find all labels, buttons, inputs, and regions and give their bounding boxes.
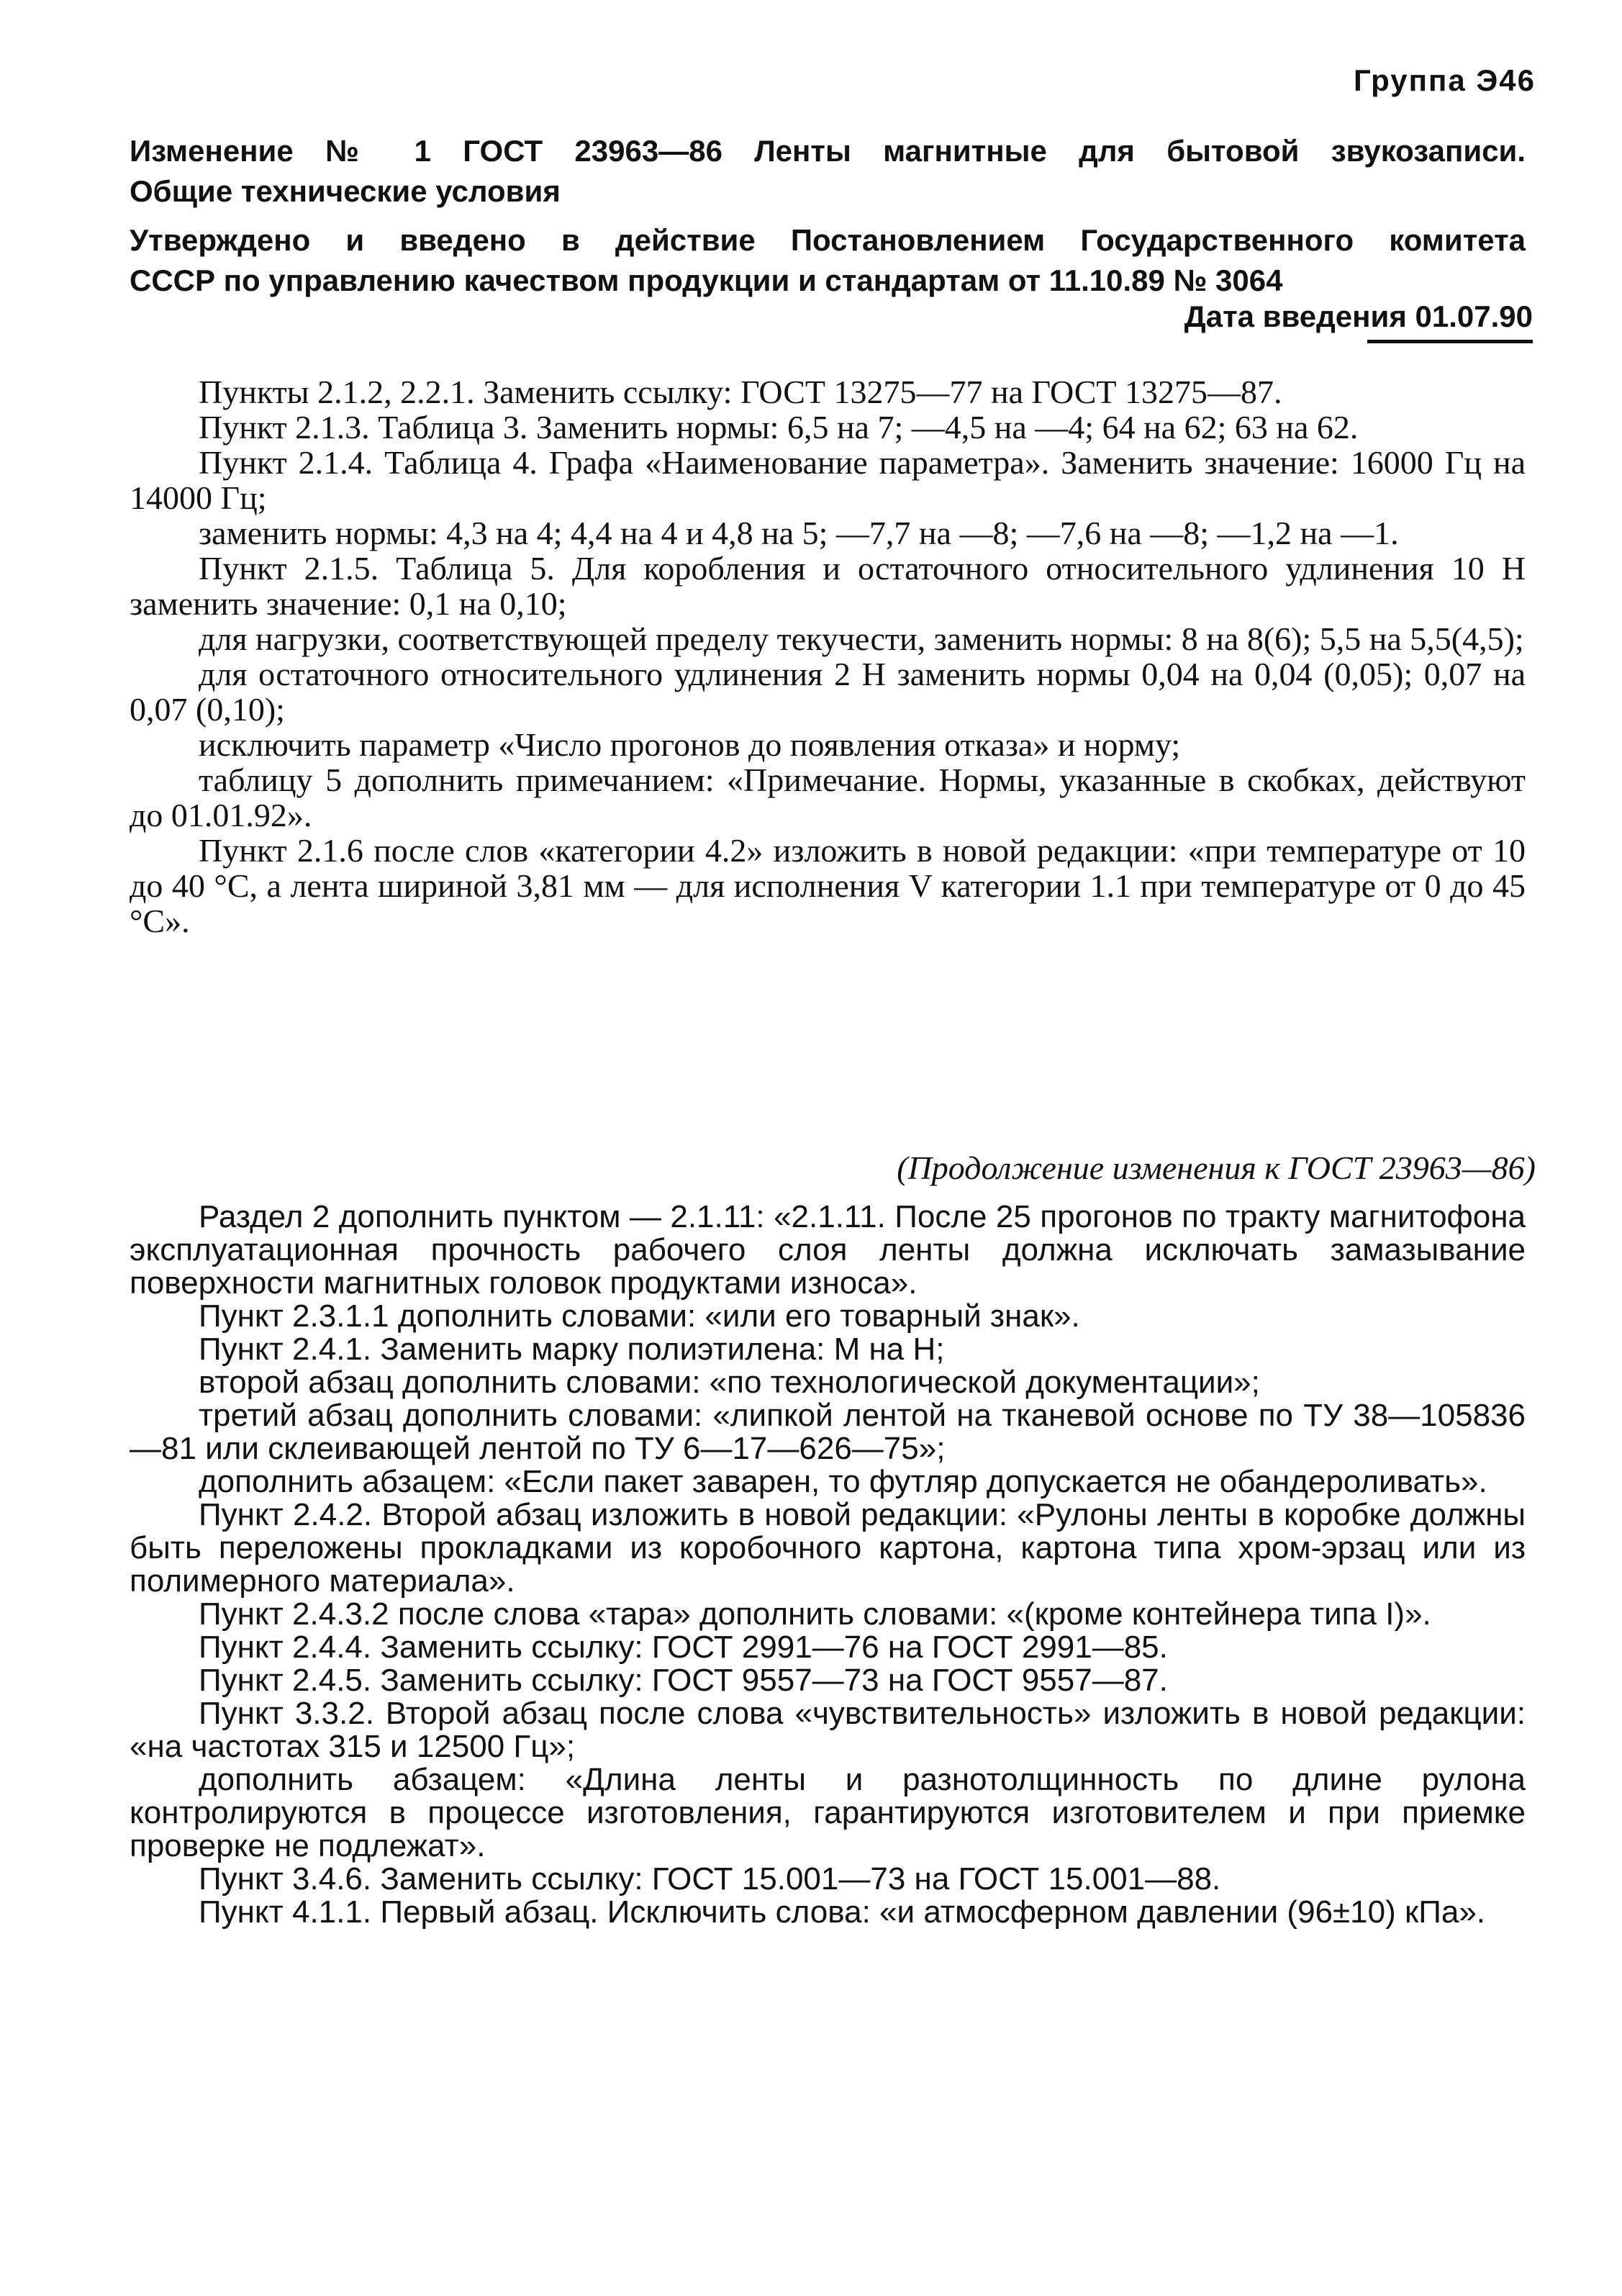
paragraph: дополнить абзацем: «Если пакет заварен, то футляр допускается не обандероливать». <box>199 1464 1487 1499</box>
effective-date-text: Дата введения 01.07.90 <box>1184 299 1533 333</box>
paragraph: Пункт 2.1.5. Таблица 5. Для коробления и остаточного относительного удлинения 10 Н заменить значение: 0,1 на 0,10; <box>130 550 1526 622</box>
paragraph: Пункт 2.4.4. Заменить ссылку: ГОСТ 2991—76 на ГОСТ 2991—85. <box>199 1630 1168 1665</box>
title-line-1: Изменение № 1 ГОСТ 23963—86 Ленты магнитные для бытовой звукозаписи. <box>130 134 1526 168</box>
paragraph: дополнить абзацем: «Длина ленты и разнотолщинность по длине рулона контролируются в процессе изготовления, гарантируются изготовителем и при приемке проверке не подлежат». <box>130 1762 1526 1863</box>
amendment-part-1 <box>130 374 1526 939</box>
paragraph: Пункт 4.1.1. Первый абзац. Исключить слова: «и атмосферном давлении (96±10) кПа». <box>199 1894 1486 1930</box>
title-line-2: Общие технические условия <box>130 174 561 208</box>
paragraph: второй абзац дополнить словами: «по технологической документации»; <box>199 1365 1260 1400</box>
amendment-part-2 <box>130 1201 1526 1929</box>
approval-line-1: Утверждено и введено в действие Постановлением Государственного комитета <box>130 223 1526 257</box>
group-label: Группа Э46 <box>1353 63 1536 97</box>
paragraph: для остаточного относительного удлинения 2 Н заменить нормы 0,04 на 0,04 (0,05); 0,07 на 0,07 (0,10); <box>130 656 1526 728</box>
paragraph: таблицу 5 дополнить примечанием: «Примечание. Нормы, указанные в скобках, действуют до 01.01.92». <box>130 761 1526 833</box>
paragraph: для нагрузки, соответствующей пределу текучести, заменить нормы: 8 на 8(6); 5,5 на 5,5(4,5); <box>199 620 1524 657</box>
paragraph: Пункт 2.4.5. Заменить ссылку: ГОСТ 9557—73 на ГОСТ 9557—87. <box>199 1663 1168 1698</box>
paragraph: исключить параметр «Число прогонов до появления отказа» и норму; <box>199 726 1181 763</box>
approval-line-2: СССР по управлению качеством продукции и стандартам от 11.10.89 № 3064 <box>130 263 1283 297</box>
paragraph: Пункт 2.1.6 после слов «категории 4.2» изложить в новой редакции: «при температуре от 10 до 40 °С, а лента шириной 3,81 мм — для исполнения V категории 1.1 при температуре от 0 до 45 °С». <box>130 832 1526 939</box>
paragraph: третий абзац дополнить словами: «липкой лентой на тканевой основе по ТУ 38—105836—81 или склеивающей лентой по ТУ 6—17—626—75»; <box>130 1398 1526 1466</box>
paragraph: Пункт 2.4.3.2 после слова «тара» дополнить словами: «(кроме контейнера типа I)». <box>199 1596 1431 1632</box>
paragraph: Пункт 3.3.2. Второй абзац после слова «чувствительность» изложить в новой редакции: «на частотах 315 и 12500 Гц»; <box>130 1696 1526 1764</box>
paragraph: Пункт 3.4.6. Заменить ссылку: ГОСТ 15.001—73 на ГОСТ 15.001—88. <box>199 1861 1221 1897</box>
continuation-title: (Продолжение изменения к ГОСТ 23963—86) <box>897 1149 1536 1186</box>
paragraph: Пункт 2.1.4. Таблица 4. Графа «Наименование параметра». Заменить значение: 16000 Гц на 14000 Гц; <box>130 444 1526 516</box>
document-title <box>130 131 1526 212</box>
approval-statement <box>130 220 1526 301</box>
effective-date <box>1184 299 1533 343</box>
date-underline <box>1367 340 1533 343</box>
paragraph: Пункт 2.1.3. Таблица 3. Заменить нормы: 6,5 на 7; —4,5 на —4; 64 на 62; 63 на 62. <box>199 409 1359 446</box>
paragraph: Раздел 2 дополнить пунктом — 2.1.11: «2.1.11. После 25 прогонов по тракту магнитофона эксплуатационная прочность рабочего слоя ленты должна исключать замазывание поверхности магнитных головок продуктами износа». <box>130 1199 1526 1301</box>
paragraph: Пункт 2.4.1. Заменить марку полиэтилена: М на Н; <box>199 1332 945 1367</box>
paragraph: Пункты 2.1.2, 2.2.1. Заменить ссылку: ГОСТ 13275—77 на ГОСТ 13275—87. <box>199 374 1282 410</box>
paragraph: заменить нормы: 4,3 на 4; 4,4 на 4 и 4,8 на 5; —7,7 на —8; —7,6 на —8; —1,2 на —1. <box>199 515 1399 551</box>
paragraph: Пункт 2.3.1.1 дополнить словами: «или его товарный знак». <box>199 1298 1080 1334</box>
paragraph: Пункт 2.4.2. Второй абзац изложить в новой редакции: «Рулоны ленты в коробке должны быть переложены прокладками из коробочного картона, картона типа хром-эрзац или из полимерного материала». <box>130 1497 1526 1599</box>
